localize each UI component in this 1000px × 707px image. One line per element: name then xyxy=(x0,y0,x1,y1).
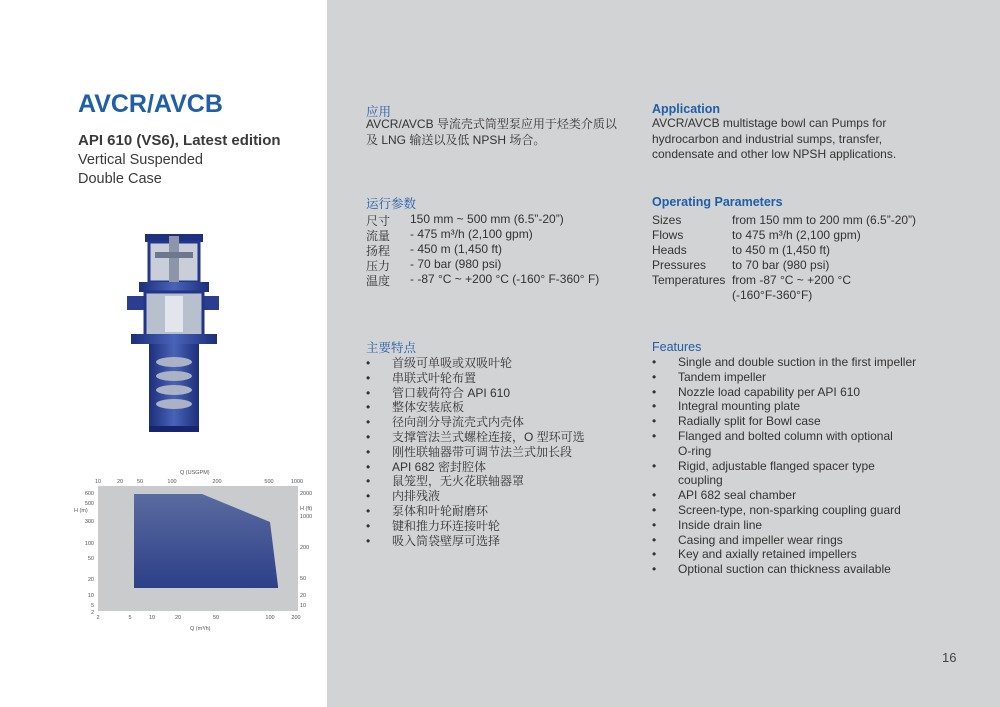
operating-param-value: - 70 bar (980 psi) xyxy=(410,257,502,271)
chart-bottom-tick-label: 20 xyxy=(174,615,182,621)
chart-top-tick-label: 200 xyxy=(212,479,222,485)
feature-item: • 管口载荷符合 API 610 xyxy=(366,386,646,401)
feature-item: • 整体安装底板 xyxy=(366,400,646,415)
page-number: 16 xyxy=(942,650,957,665)
feature-item: • 首级可单吸或双吸叶轮 xyxy=(366,356,646,371)
feature-item: • API 682 密封腔体 xyxy=(366,460,646,475)
operating-param-name: 扬程 xyxy=(366,244,391,258)
product-type-line1: Vertical Suspended xyxy=(78,152,203,168)
chart-top-tick-label: 50 xyxy=(136,479,144,485)
operating-param-value: 150 mm ~ 500 mm (6.5”-20”) xyxy=(410,212,564,226)
product-type-line2: Double Case xyxy=(78,171,162,187)
cn-features-heading: 主要特点 xyxy=(366,341,417,355)
chart-left-tick-label: 5 xyxy=(90,603,94,609)
operating-param-name: Flows xyxy=(652,228,684,242)
operating-param-value: to 70 bar (980 psi) xyxy=(732,258,830,272)
feature-item: • API 682 seal chamber xyxy=(652,488,952,503)
feature-item: • 键和推力环连接叶轮 xyxy=(366,519,646,534)
operating-param-name: Temperatures xyxy=(652,273,726,287)
chart-bottom-tick-label: 10 xyxy=(148,615,156,621)
operating-param-value: from -87 °C ~ +200 °C xyxy=(732,273,851,287)
operating-param-name: Sizes xyxy=(652,213,682,227)
cn-application-line: 及 LNG 输送以及低 NPSH 场合。 xyxy=(366,132,546,147)
chart-bottom-tick-label: 200 xyxy=(291,615,301,621)
feature-item: • Single and double suction in the first impeller xyxy=(652,355,952,370)
operating-param-value: - -87 °C ~ +200 °C (-160° F-360° F) xyxy=(410,272,600,286)
product-title: AVCR/AVCB xyxy=(78,90,223,118)
chart-top-tick-label: 500 xyxy=(264,479,274,485)
en-application-line: hydrocarbon and industrial sumps, transfer, xyxy=(652,131,883,146)
feature-item: • Tandem impeller xyxy=(652,370,952,385)
pump-illustration xyxy=(125,226,220,436)
feature-item: • 鼠笼型，无火花联轴器罩 xyxy=(366,474,646,489)
operating-param-value: from 150 mm to 200 mm (6.5”-20”) xyxy=(732,213,917,227)
feature-item: • Key and axially retained impellers xyxy=(652,547,952,562)
feature-item: • 串联式叶轮布置 xyxy=(366,371,646,386)
chart-top-axis-label: Q (USGPM) xyxy=(180,470,210,476)
performance-chart xyxy=(72,466,327,636)
en-application-line: condensate and other low NPSH applications. xyxy=(652,147,897,161)
chart-top-tick-label: 1000 xyxy=(290,479,304,485)
feature-item: • 支撑管法兰式螺栓连接，O 型环可选 xyxy=(366,430,646,445)
chart-bottom-tick-label: 5 xyxy=(128,615,132,621)
feature-item: • Optional suction can thickness available xyxy=(652,562,952,577)
operating-param-name: Pressures xyxy=(652,258,707,272)
en-application-line: AVCR/AVCB multistage bowl can Pumps for xyxy=(652,116,887,130)
cn-operating-heading: 运行参数 xyxy=(366,197,417,211)
chart-bottom-tick-label: 50 xyxy=(212,615,220,621)
feature-item: • 径向剖分导流壳式内壳体 xyxy=(366,415,646,430)
cn-application-heading: 应用 xyxy=(366,105,392,119)
feature-item: • Casing and impeller wear rings xyxy=(652,533,952,548)
chart-right-tick-label: 200 xyxy=(300,545,310,551)
en-operating-heading: Operating Parameters xyxy=(652,195,783,209)
feature-item: • 泵体和叶轮耐磨环 xyxy=(366,504,646,519)
feature-item: • Inside drain line xyxy=(652,518,952,533)
feature-item: • Nozzle load capability per API 610 xyxy=(652,385,952,400)
chart-left-tick-label: 2 xyxy=(90,610,94,616)
chart-right-tick-label: 50 xyxy=(300,576,307,582)
cn-features-list xyxy=(366,356,646,548)
chart-bottom-axis-label: Q (m³/h) xyxy=(190,626,211,632)
operating-param-value: to 475 m³/h (2,100 gpm) xyxy=(732,228,861,242)
chart-bottom-tick-label: 100 xyxy=(265,615,275,621)
chart-bottom-tick-label: 2 xyxy=(96,615,100,621)
en-features-heading: Features xyxy=(652,340,702,354)
chart-right-tick-label: 20 xyxy=(300,593,307,599)
cn-application-line: AVCR/AVCB 导流壳式筒型泵应用于烃类介质以 xyxy=(366,117,617,131)
chart-top-tick-label: 10 xyxy=(94,479,102,485)
chart-left-tick-label: 600 xyxy=(84,491,94,497)
chart-left-tick-label: 500 xyxy=(84,501,94,507)
feature-item: coupling xyxy=(678,473,723,488)
product-standard: API 610 (VS6), Latest edition xyxy=(78,132,281,149)
chart-right-axis-unit: H (ft) xyxy=(300,506,313,512)
chart-right-tick-label: 2000 xyxy=(300,491,313,497)
feature-item: • Flanged and bolted column with optional xyxy=(652,429,952,444)
operating-param-name: 温度 xyxy=(366,274,391,288)
en-features-list xyxy=(652,355,952,577)
operating-param-name: 尺寸 xyxy=(366,214,391,228)
chart-top-tick-label: 100 xyxy=(167,479,177,485)
feature-item: O-ring xyxy=(678,443,712,458)
feature-item: • 内排残液 xyxy=(366,489,646,504)
feature-item: • 吸入筒袋壁厚可选择 xyxy=(366,534,646,549)
chart-left-axis-unit: H (m) xyxy=(74,508,88,514)
chart-left-tick-label: 20 xyxy=(87,577,94,583)
chart-left-tick-label: 100 xyxy=(84,541,94,547)
operating-param-value: - 450 m (1,450 ft) xyxy=(410,242,503,256)
chart-left-tick-label: 50 xyxy=(87,556,94,562)
operating-param-name: 压力 xyxy=(366,259,391,273)
chart-right-tick-label: 1000 xyxy=(300,514,313,520)
feature-item: • Rigid, adjustable flanged spacer type xyxy=(652,459,952,474)
chart-left-tick-label: 300 xyxy=(84,519,94,525)
operating-param-value: - 475 m³/h (2,100 gpm) xyxy=(410,227,533,241)
operating-param-name: 流量 xyxy=(366,229,391,243)
en-application-text xyxy=(652,116,952,163)
operating-param-value: to 450 m (1,450 ft) xyxy=(732,243,831,257)
cn-application-text xyxy=(366,117,641,148)
chart-right-tick-label: 10 xyxy=(300,603,307,609)
feature-item: • 刚性联轴器带可调节法兰式加长段 xyxy=(366,445,646,460)
feature-item: • Integral mounting plate xyxy=(652,399,952,414)
operating-param-name: Heads xyxy=(652,243,687,257)
feature-item: • Screen-type, non-sparking coupling guard xyxy=(652,503,952,518)
chart-left-tick-label: 10 xyxy=(87,593,94,599)
operating-param-value: (-160°F-360°F) xyxy=(732,288,813,302)
feature-item: • Radially split for Bowl case xyxy=(652,414,952,429)
en-application-heading: Application xyxy=(652,102,721,116)
chart-top-tick-label: 20 xyxy=(116,479,124,485)
